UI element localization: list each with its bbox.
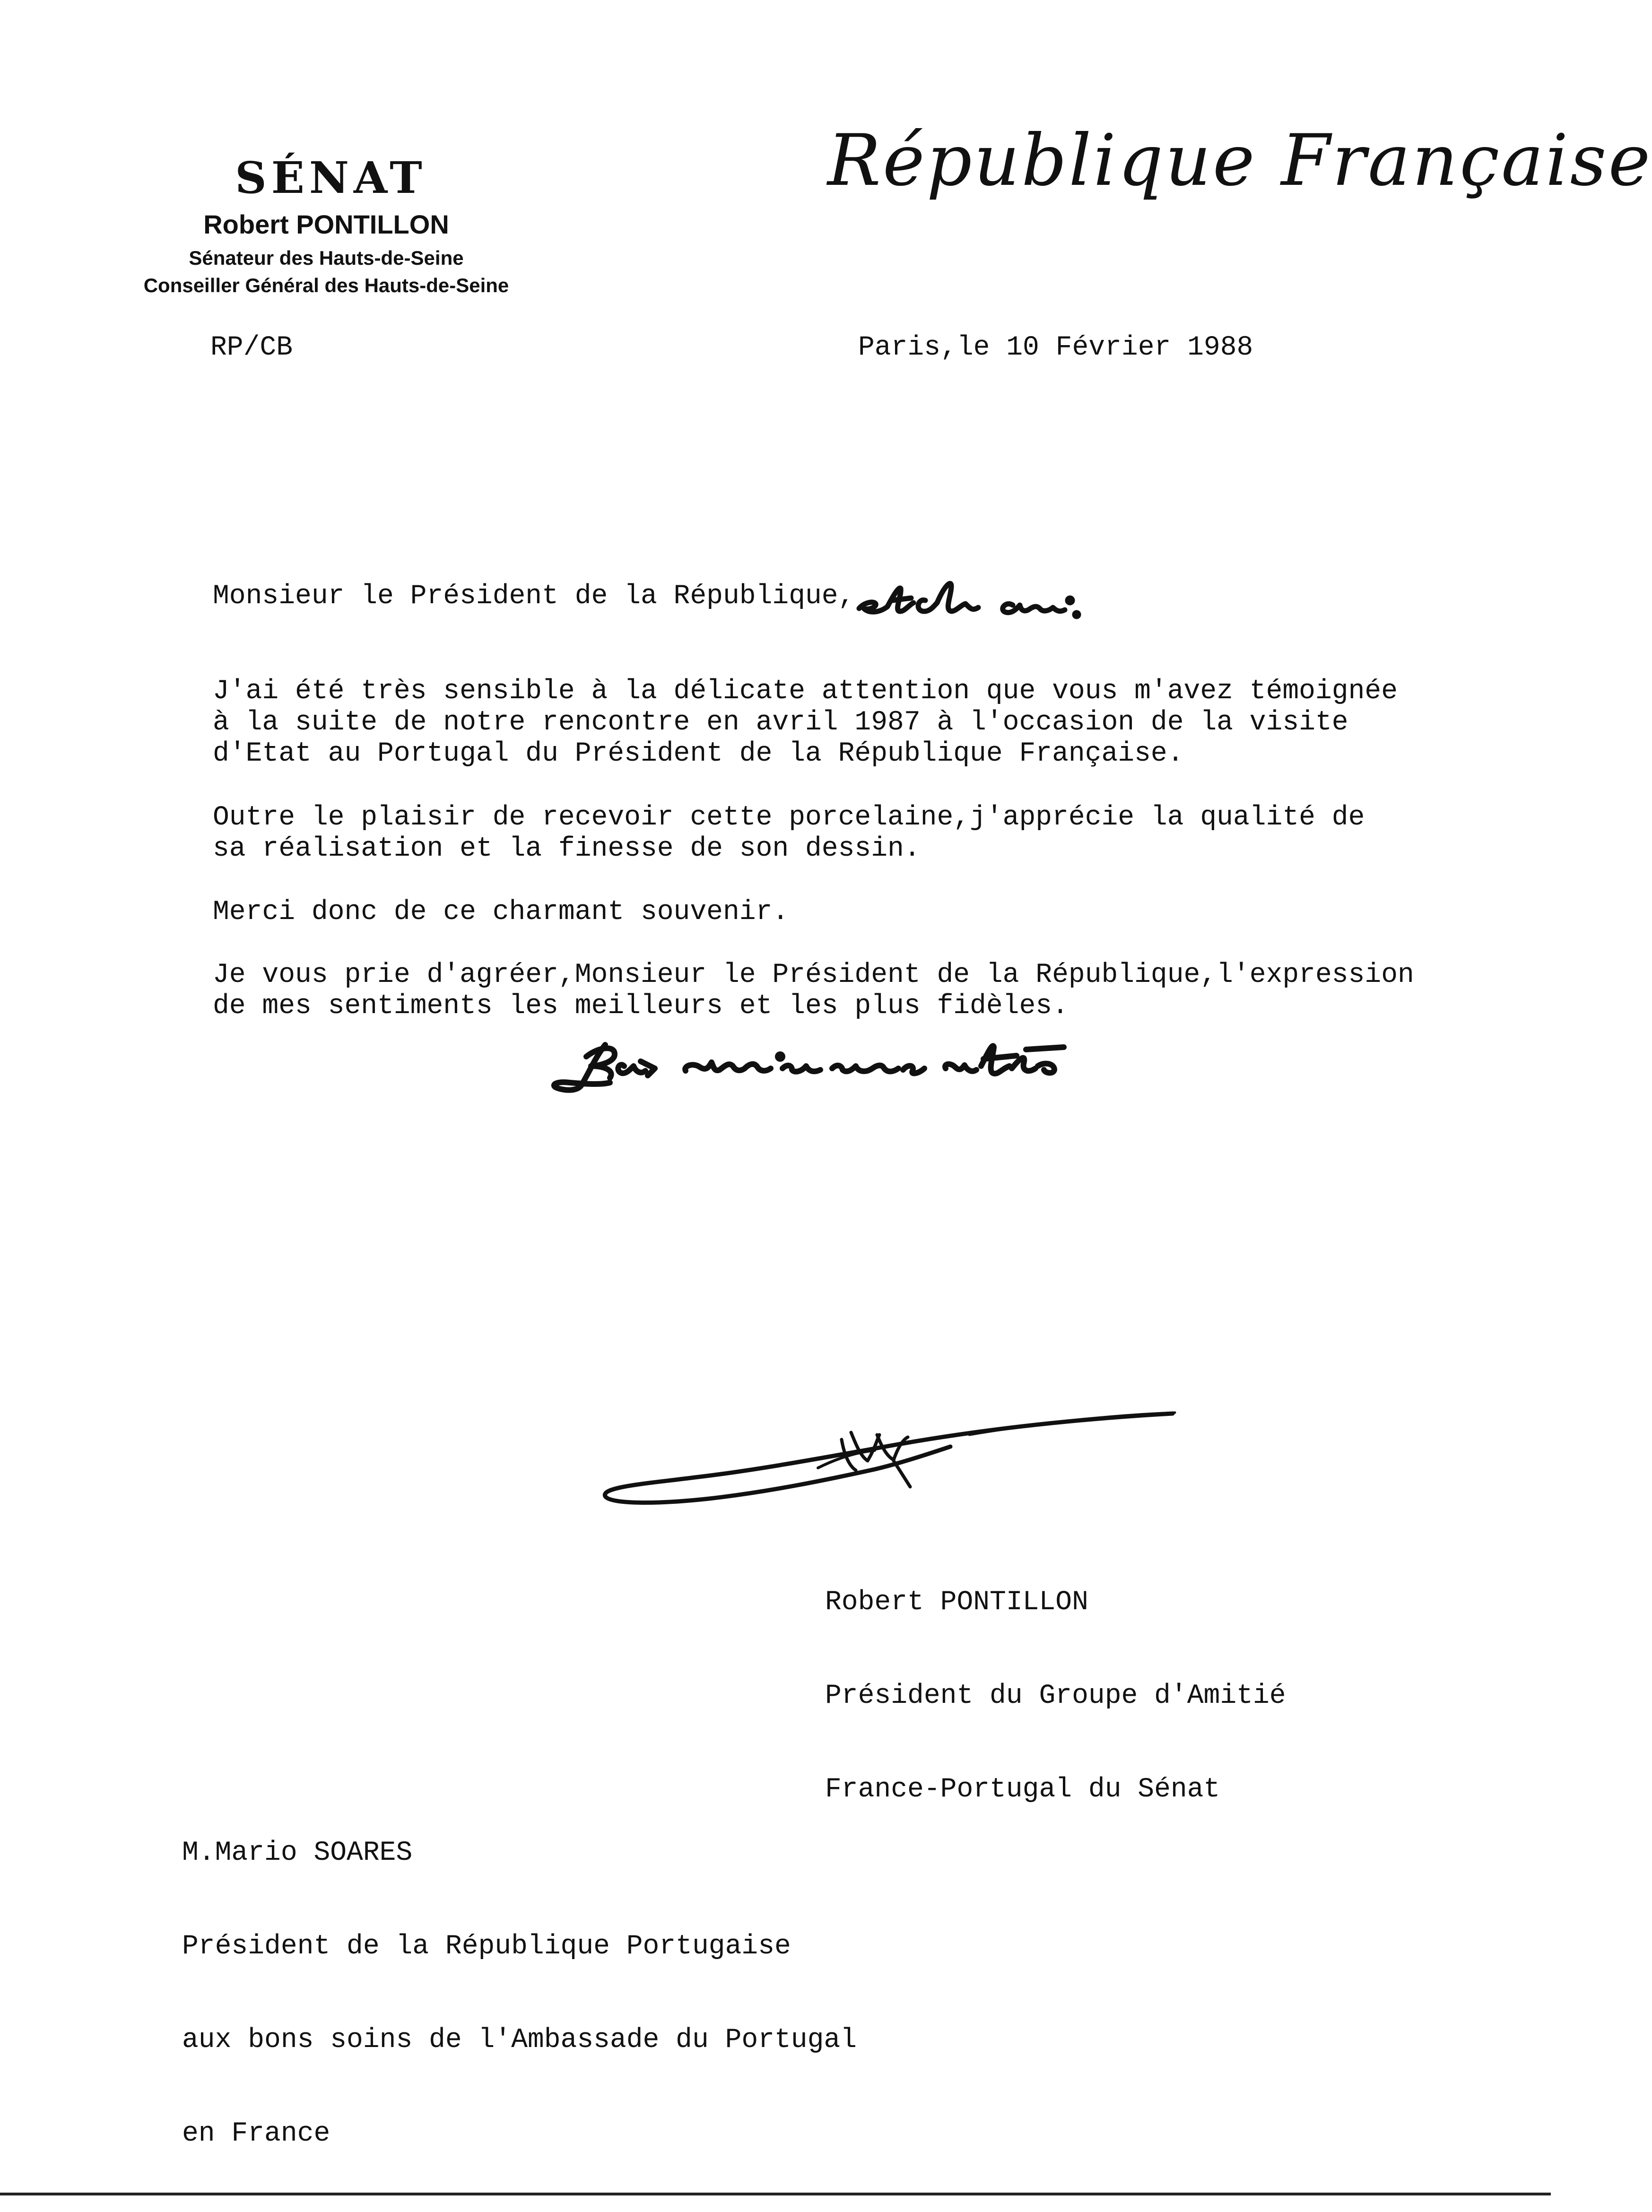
signature-drawing [591,1399,1206,1532]
paragraph-3 [213,897,1395,928]
signer-name: Robert PONTILLON [825,1587,1088,1618]
signer-title-1: Président du Groupe d'Amitié [825,1681,1286,1711]
republique-francaise-heading: République Française [827,120,1652,202]
bottom-edge-rule [0,2193,1551,2195]
salutation-line [213,574,1100,629]
handwritten-closing [544,1028,1158,1102]
paragraph-4-line-2: de mes sentiments les meilleurs et les plus fidèles. [213,991,1069,1022]
paragraph-4-line-1: Je vous prie d'agréer,Monsieur le Président de la République,l'expression [213,960,1414,990]
paragraph-1-line-2: à la suite de notre rencontre en avril 1987 à l'occasion de la visite [213,707,1348,738]
recipient-care-of: aux bons soins de l'Ambassade du Portugal [182,2025,857,2056]
handwritten-closing-drawing [544,1028,1158,1099]
handwritten-annotation-drawing [854,574,1100,626]
recipient-block [182,1775,857,2212]
letter-date: Paris,le 10 Février 1988 [858,332,1253,363]
salutation: Monsieur le Président de la République, [213,581,855,612]
paragraph-4 [213,960,1414,1022]
paragraph-1-line-1: J'ai été très sensible à la délicate attention que vous m'avez témoignée [213,676,1398,707]
sender-name: Robert PONTILLON [203,209,449,239]
sender-role-2: Conseiller Général des Hauts-de-Seine [143,274,509,297]
handwritten-annotation [854,574,1100,629]
signer-title-2: France-Portugal du Sénat [825,1774,1220,1805]
paragraph-1 [213,676,1398,770]
paragraph-2 [213,802,1395,865]
paragraph-3-line-1: Merci donc de ce charmant souvenir. [213,897,789,928]
paragraph-2-line-2: sa réalisation et la finesse de son dessin. [213,833,921,864]
signature [591,1399,1206,1534]
senat-logo: SÉNAT [235,152,427,203]
signer-block [825,1525,1286,1868]
recipient-title: Président de la République Portugaise [182,1931,791,1962]
recipient-country: en France [182,2118,330,2149]
sender-role-1: Sénateur des Hauts-de-Seine [189,246,464,269]
reference-code: RP/CB [210,332,293,363]
letterhead [113,152,539,298]
paragraph-1-line-3: d'Etat au Portugal du Président de la République Française. [213,738,1184,769]
paragraph-2-line-1: Outre le plaisir de recevoir cette porcelaine,j'apprécie la qualité de [213,802,1365,833]
recipient-name: M.Mario SOARES [182,1838,413,1868]
